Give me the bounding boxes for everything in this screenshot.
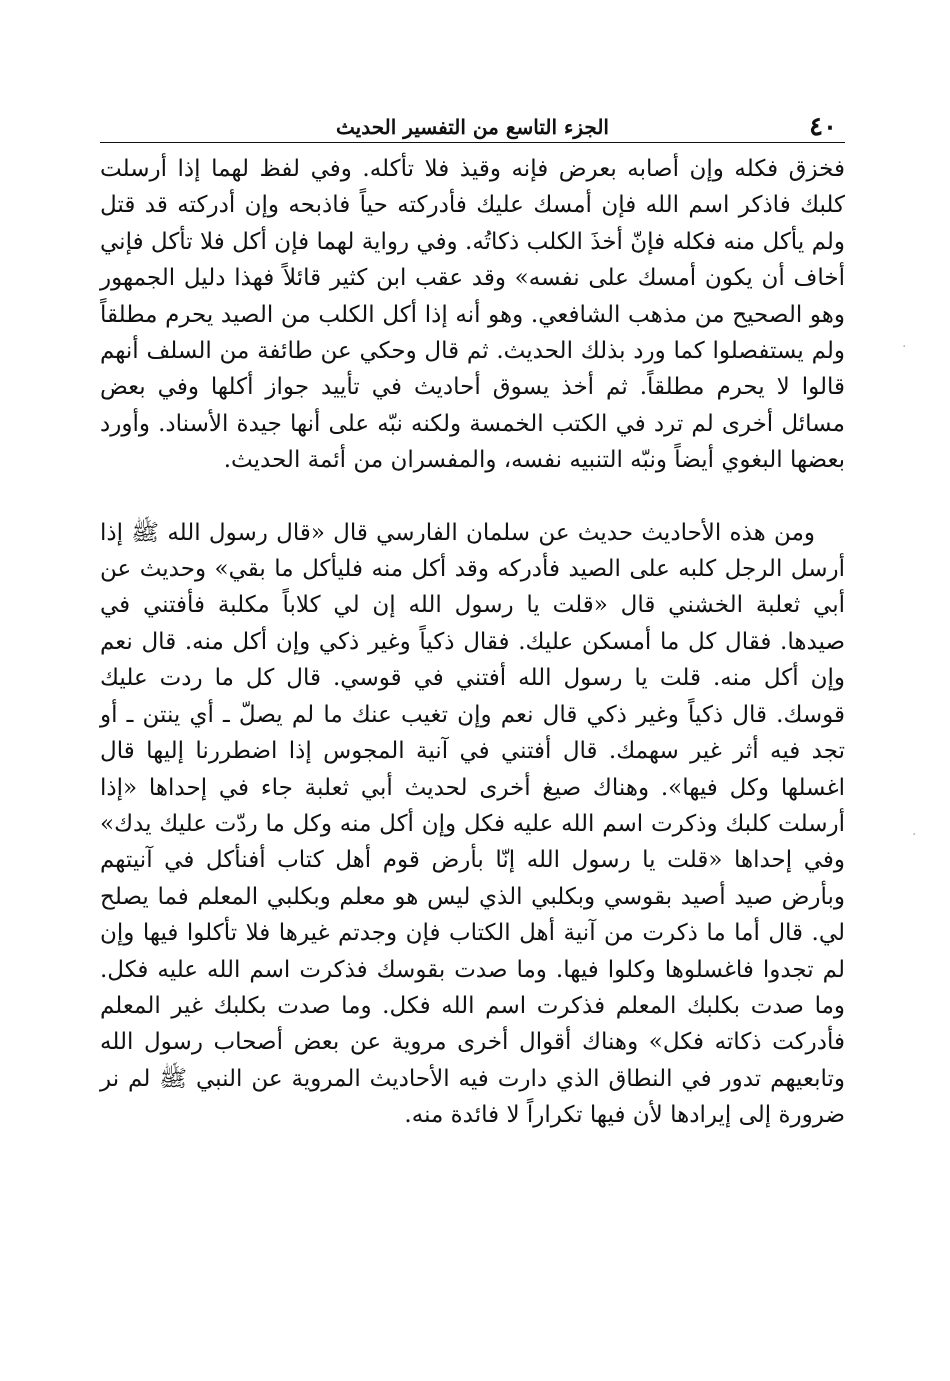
paragraph-2: ومن هذه الأحاديث حديث عن سلمان الفارسي قال «قال رسول الله ﷺ إذا أرسل الرجل كلبه على الصيد فأدركه وقد أكل منه فليأكل ما بقي» وحديث عن أبي ثعلبة الخشني قال «قلت يا رسول الله إن لي كلاباً مكلبة فأفتني في صيدها. فقال كل ما أمسكن عليك. فقال ذكياً وغير ذكي وإن أكل منه. قال نعم وإن أكل منه. قلت يا رسول الله أفتني في قوسي. قال كل ما ردت عليك قوسك. قال ذكياً وغير ذكي قال نعم وإن تغيب عنك ما لم يصلّ ـ أي ينتن ـ أو تجد فيه أثر غير سهمك. قال أفتني في آنية المجوس إذا اضطررنا إليها قال اغسلها وكل فيها». وهناك صيغ أخرى لحديث أبي ثعلبة جاء في إحداها «إذا أرسلت كلبك وذكرت اسم الله عليه فكل وإن أكل منه وكل ما ردّت عليك يدك» وفي إحداها «قلت يا رسول الله إنّا بأرض قوم أهل كتاب أفنأكل في آنيتهم وبأرض صيد أصيد بقوسي وبكلبي الذي ليس هو معلم وبكلبي المعلم فما يصلح لي. قال أما ما ذكرت من آنية أهل الكتاب فإن وجدتم غيرها فلا تأكلوا فيها وإن لم تجدوا فاغسلوها وكلوا فيها. وما صدت بقوسك فذكرت اسم الله عليه فكل. وما صدت بكلبك المعلم فذكرت اسم الله فكل. وما صدت بكلبك غير المعلم فأدركت ذكاته فكل» وهناك أقوال أخرى مروية عن بعض أصحاب رسول الله وتابعيهم تدور في النطاق الذي دارت فيه الأحاديث المروية عن النبي ﷺ لم نر ضرورة إلى إيرادها لأن فيها تكراراً لا فائدة منه.	[100, 519, 845, 1129]
scan-speck: ·	[902, 339, 907, 355]
page-header	[100, 108, 845, 142]
header-rule	[100, 142, 845, 143]
paragraph-1: فخزق فكله وإن أصابه بعرض فإنه وقيذ فلا تأكله. وفي لفظ لهما إذا أرسلت كلبك فاذكر اسم الله فإن أمسك عليك فأدركته حياً فاذبحه وإن أدركته قد قتل ولم يأكل منه فكله فإنّ أخذَ الكلب ذكاتُه. وفي رواية لهما فإن أكل فلا تأكل فإني أخاف أن يكون أمسك على نفسه» وقد عقب ابن كثير قائلاً فهذا دليل الجمهور وهو الصحيح من مذهب الشافعي. وهو أنه إذا أكل الكلب من الصيد يحرم مطلقاً ولم يستفصلوا كما ورد بذلك الحديث. ثم قال وحكي عن طائفة من السلف أنهم قالوا لا يحرم مطلقاً. ثم أخذ يسوق أحاديث في تأييد جواز أكلها وفي بعض مسائل أخرى لم ترد في الكتب الخمسة ولكنه نبّه على أنها جيدة الأسناد. وأورد بعضها البغوي أيضاً ونبّه التنبيه نفسه، والمفسران من أئمة الحديث.	[100, 156, 846, 474]
scan-speck: ·	[912, 827, 917, 843]
page-number: ٤٠	[809, 112, 837, 142]
running-title: الجزء التاسع من التفسير الحديث	[336, 115, 609, 139]
book-page	[100, 108, 845, 1134]
